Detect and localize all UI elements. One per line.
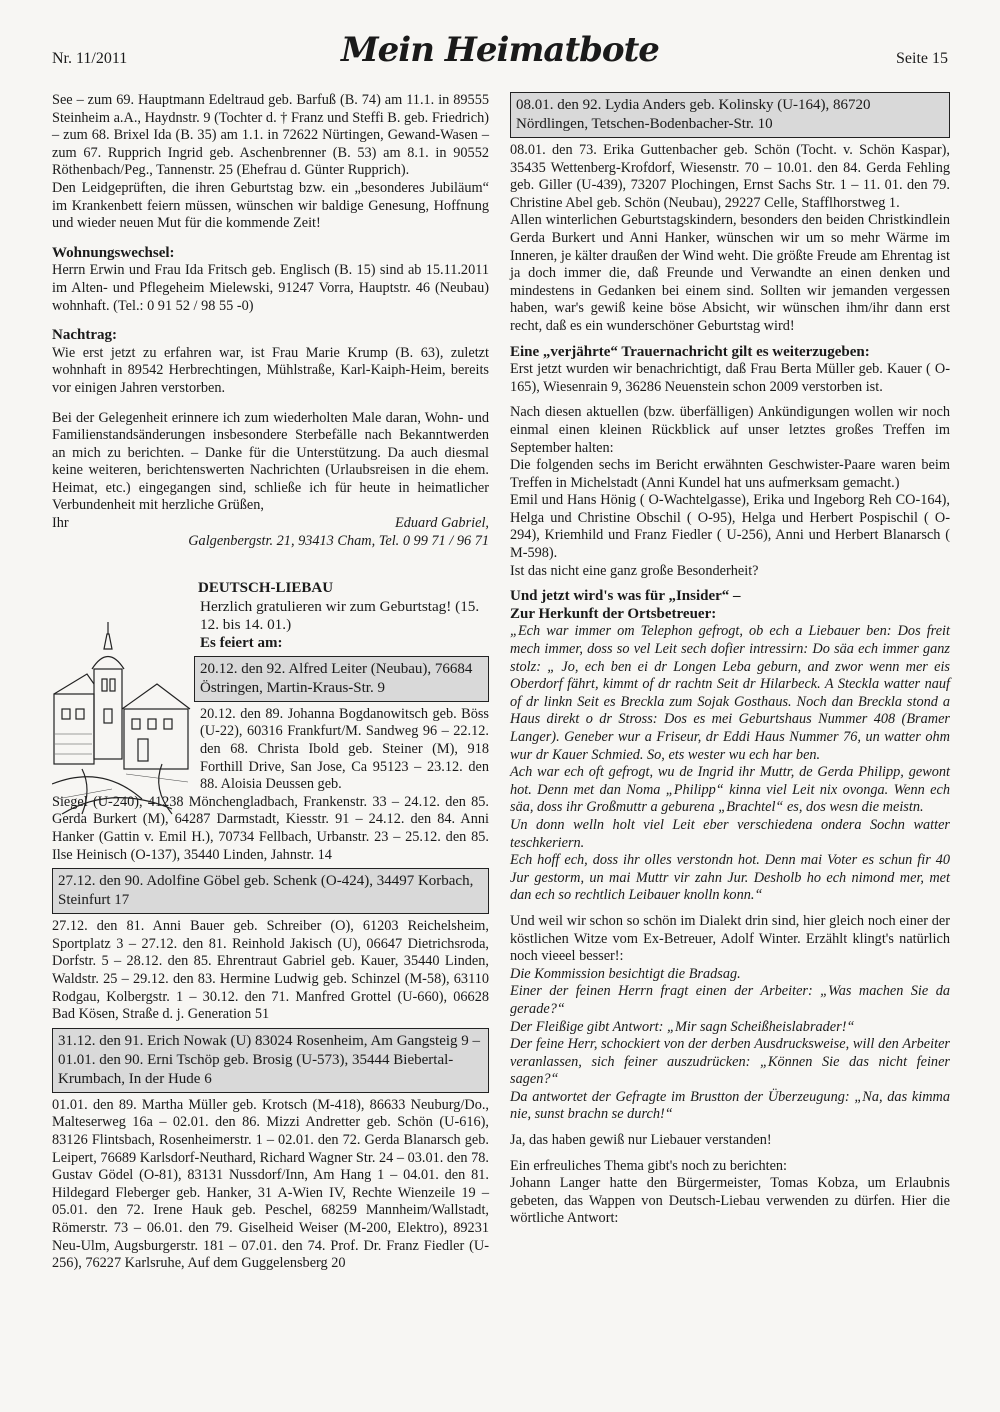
- signature-name: Eduard Gabriel,: [395, 515, 489, 532]
- right-column: [510, 92, 950, 1228]
- church-sketch-image: [52, 614, 192, 824]
- birthday-wishes: Allen winterlichen Geburtstagskindern, besonders den beiden Christkindlein Gerda Burkert und Anni Hanker, wünschen wir um so mehr Wärme im Inneren, je kälter draußen der Wind weht. Die größte Freude am Ehrentag ist ja doch immer die, daß Freunde und Verwandte an einen denken und mindestens in Gedanken bei einem sind. Sollten wir jemanden vergessen haben, war's gewiß keine böse Absicht, wir wünschen ihm/ihr dann erst recht, daß es ein wunderschöner Geburtstag wird!: [510, 212, 950, 334]
- dialect-paragraph: Un donn welln holt viel Leit eber verschiedena ondera Sochn watter teschkeriern.: [510, 816, 950, 851]
- signature: [52, 515, 489, 533]
- highlight-box-adolfine-goebel: 27.12. den 90. Adolfine Göbel geb. Schenk (O-424), 34497 Korbach, Steinfurt 17: [52, 868, 489, 914]
- header-issue: Nr. 11/2011: [52, 50, 128, 67]
- get-well-wishes: Den Leidgeprüften, die ihren Geburtstag bzw. ein „besonderes Jubiläum“ im Krankenbett feiern müssen, wünschen wir baldige Genesung, Hoffnung und wieder neuen Mut für die kommende Zeit!: [52, 179, 489, 232]
- geschwister-paare: Emil und Hans Hönig ( O-Wachtelgasse), Erika und Ingeborg Reh CO-164), Helga und Christine Obschil ( O-95), Helga und Herbert Pospischil ( O-294), Kriemhild und Franz Fiedler ( U-256), Anni und Herbert Blanarsch ( M-598).: [510, 492, 950, 562]
- dl-birthdays-part2: Siegel (U-240), 41238 Mönchengladbach, Frankenstr. 33 – 24.12. den 85. Gerda Burkert (M), 64287 Darmstadt, Kiesstr. 91 – 24.12. den 84. Anni Hanker (Gattin v. Emil H.), 70734 Fellbach, Urbanstr. 23 – 25.12. den 85. Ilse Heinisch (O-137), 35440 Linden, Jahnstr. 14: [52, 793, 489, 863]
- wappen-text: Johann Langer hatte den Bürgermeister, Tomas Kobza, um Erlaubnis gebeten, das Wappen von Deutsch-Liebau verwenden zu dürfen. Hier die wörtliche Antwort:: [510, 1175, 950, 1227]
- trauernachricht-text: Erst jetzt wurden wir benachrichtigt, daß Frau Berta Müller geb. Kauer ( O-165), Wiesenrain 9, 36286 Neuenstein schon 2009 verstorben ist.: [510, 361, 950, 395]
- dl-section: [52, 598, 489, 794]
- heading-wohnungswechsel: Wohnungswechsel:: [52, 244, 175, 261]
- nachtrag-text: Wie erst jetzt zu erfahren war, ist Frau Marie Krump (B. 63), zuletzt wohnhaft in 89542 Herbrechtingen, Mühlstraße, Karl-Kaiph-Heim, bereits vor einigen Jahren verstorben.: [52, 344, 489, 396]
- geschwister-text: Die folgenden sechs im Bericht erwähnten Geschwister-Paare waren beim Treffen in Michelstadt (Anni Kundel hat uns aufmerksam gemacht.): [510, 457, 950, 491]
- joke-line: Die Kommission besichtigt die Bradsag.: [510, 965, 741, 982]
- dl-birthdays-part1: 20.12. den 89. Johanna Bogdanowitsch geb. Böss (U-22), 60316 Frankfurt/M. Sandweg 96 – 22.12. den 68. Christa Ibold geb. Steiner (M), 918 Forthill Drive, San Jose, Ca 95123 – 23.12. den 88. Aloisia Deussen geb.: [200, 705, 489, 793]
- signature-ihr: Ihr: [52, 515, 69, 532]
- heading-insider: Und jetzt wird's was für „Insider“ –: [510, 588, 741, 605]
- birthdays-january: 08.01. den 73. Erika Guttenbacher geb. Schön (Tocht. v. Schön Kaspar), 35435 Wettenberg-Krofdorf, Wiesenstr. 70 – 10.01. den 84. Gerda Fehling geb. Giller (U-439), 73207 Plochingen, Ernst Sachs Str. 1 – 11. 01. den 79. Christine Abel geb. Schön (Neubau), 29227 Celle, Stafflhorstweg 1.: [510, 142, 950, 211]
- dl-es-feiert: Es feiert am:: [200, 634, 283, 651]
- closing-text: Bei der Gelegenheit erinnere ich zum wiederholten Male daran, Wohn- und Familienstandsänderungen insbesondere Sterbefälle nach Bekanntwerden an mich zu berichten. – Danke für die Unterstützung. Da auch diesmal keine weiteren, berichtenswerten Nachrichten (Urlaubsreisen in die ehem. Heimat, etc.) eingegangen sind, schließe ich für heute in heimatlicher Verbundenheit mit herzliche Grüßen,: [52, 409, 489, 514]
- heading-trauernachricht: Eine „verjährte“ Trauernachricht gilt es weiterzugeben:: [510, 343, 870, 360]
- liebauer-comment: Ja, das haben gewiß nur Liebauer verstanden!: [510, 1132, 772, 1149]
- highlight-box-lydia-anders: 08.01. den 92. Lydia Anders geb. Kolinsky (U-164), 86720 Nördlingen, Tetschen-Bodenbacher-Str. 10: [510, 92, 950, 138]
- dialect-paragraph: „Ech war immer om Telephon gefrogt, ob ech a Liebauer ben: Dos freit mech immer, doss so vel Leit sech dofier intressirn: Do säa ech immer ganz stolz: „ Jo, ech ben ei dr Longen Leba geburn, and zwor wenn mer eis Oberdorf fährt, kimmt of dr rachtn Seit dr Hilarbeck. A Steckla watter nauf of dr linkn Seit es Breckla zum Sojak Gosthaus. Noch dan Breckla stond a Haus direkt o dr Stross: Dos es mei Geburtshaus Nummer 408 (Bramer Langer). Geneber wur a Friseur, dr Eddi Haus Nummer 76, un watter ohm wur dr Kauer Schmied. So, ets wester wu ech har ben.: [510, 623, 950, 763]
- highlight-box-erich-nowak: 31.12. den 91. Erich Nowak (U) 83024 Rosenheim, Am Gangsteig 9 – 01.01. den 90. Erni Tschöp geb. Brosig (U-573), 35444 Biebertal-Krumbach, In der Hude 6: [52, 1028, 489, 1093]
- birthday-list-continued: See – zum 69. Hauptmann Edeltraud geb. Barfuß (B. 74) am 11.1. in 89555 Steinheim a.A., Haydnstr. 9 (Tochter d. † Franz und Steffi B. geb. Friedrich) – zum 68. Brixel Ida (B. 35) am 1.1. in 72622 Nürtingen, Gewand-Wasen – zum 67. Rupprich Ingrid geb. Aschenbrenner (B. 53) am 8.1. in 90552 Röthenbach/Peg., Tannenstr. 25 (Ehefrau d. Günter Rupprich).: [52, 92, 489, 179]
- section-title-deutsch-liebau: DEUTSCH-LIEBAU: [198, 580, 334, 597]
- highlight-box-alfred-leiter: 20.12. den 92. Alfred Leiter (Neubau), 76684 Östringen, Martin-Kraus-Str. 9: [194, 656, 489, 702]
- dialect-paragraph: Ach war ech oft gefrogt, wu de Ingrid ihr Muttr, de Gerda Philipp, gewont hot. Denn met dan Noma „Philipp“ kinna viel Leit nix ovonga. Wenn ech säa, doss ihr Großmuttr a geburena „Brachtel“ es, dos wesn die meistn.: [510, 764, 950, 816]
- witz-intro: Und weil wir schon so schön im Dialekt drin sind, hier gleich noch einer der köstlichen Witze vom Ex-Betreuer, Adolf Winter. Erzählt klingt's natürlich noch vieeel besser!:: [510, 912, 950, 965]
- signature-address: Galgenbergstr. 21, 93413 Cham, Tel. 0 99 71 / 96 71: [188, 532, 489, 549]
- rueckblick-text: Nach diesen aktuellen (bzw. überfälligen) Ankündigungen wollen wir noch einmal einen kleinen Rückblick auf unser letztes großes Treffen im September halten:: [510, 404, 950, 456]
- masthead-logo: Mein Heimatbote: [341, 30, 659, 70]
- dl-greeting-block: [200, 598, 489, 652]
- besonderheit-question: Ist das nicht eine ganz große Besonderheit?: [510, 562, 759, 579]
- heading-ortsbetreuer: Zur Herkunft der Ortsbetreuer:: [510, 605, 717, 622]
- heading-nachtrag: Nachtrag:: [52, 327, 117, 344]
- joke-line: Einer der feinen Herrn fragt einen der Arbeiter: „Was machen Sie da gerade?“: [510, 983, 950, 1017]
- header-page-number: Seite 15: [896, 50, 948, 67]
- joke-line: Der feine Herr, schockiert von der derben Ausdrucksweise, will den Arbeiter veranlassen, sich feiner auszudrücken: „Können Sie das nicht feiner sagen?“: [510, 1036, 950, 1088]
- wohnungswechsel-text: Herrn Erwin und Frau Ida Fritsch geb. Englisch (B. 15) sind ab 15.11.2011 im Alten- und Pflegeheim Mielewski, 91247 Vorra, Hauptstr. 46 (Neubau) wohnhaft. (Tel.: 0 91 52 / 98 55 -0): [52, 262, 489, 314]
- dl-greeting: Herzlich gratulieren wir zum Geburtstag! (15. 12. bis 14. 01.): [200, 597, 480, 633]
- erfreuliches-thema: Ein erfreuliches Thema gibt's noch zu berichten:: [510, 1157, 788, 1174]
- joke-line: Der Fleißige gibt Antwort: „Mir sagn Scheißheislabrader!“: [510, 1018, 855, 1035]
- dl-birthdays-part3: 27.12. den 81. Anni Bauer geb. Schreiber (O), 61203 Reichelsheim, Sportplatz 3 – 27.12. den 81. Reinhold Jakisch (U), 06647 Dietrichsroda, Dorfstr. 5 – 28.12. den 85. Ehrentraut Gabriel geb. Kauer, 35440 Linden, Waldstr. 25 – 29.12. den 83. Hermine Ludwig geb. Schinzel (M-58), 63110 Rodgau, Kolbergstr. 1 – 30.12. den 71. Manfred Grottel (U-660), 06628 Bad Kösen, Straße d. j. Generation 51: [52, 918, 489, 1023]
- left-column: [52, 92, 489, 1273]
- dialect-paragraph: Ech hoff ech, doss ihr olles verstondn hot. Denn mai Voter es schun fir 40 Jur gestorm, un mai Muttr vir zahn Jur. Desholb ho ech nimond mer, met dan ech so rechtlich Leibauer knolln konn.“: [510, 852, 950, 904]
- dl-birthdays-part4: 01.01. den 89. Martha Müller geb. Krotsch (M-418), 86633 Neuburg/Do., Malteserweg 16a – 02.01. den 86. Mizzi Andretter geb. Schön (U-616), 83126 Flintsbach, Rosenheimerstr. 1 – 02.01. den 72. Gerda Blanarsch geb. Leipert, 76689 Karlsdorf-Neuthard, Richard Wagner Str. 24 – 03.01. den 78. Gustav Gödel (O-81), 83131 Nussdorf/Inn, Am Hang 1 – 04.01. den 81. Hildegard Fleberger geb. Hanker, 31 A-Wien IV, Rechte Wienzeile 19 – 05.01. den 72. Irene Hauk geb. Peschel, 68259 Mannheim/Wallstadt, Römerstr. 73 – 06.01. den 79. Giselheid Weiser (M-200, Elektro), 89231 Neu-Ulm, Augsburgerstr. 181 – 07.01. den 74. Prof. Dr. Franz Fiedler (U-256), 76227 Karlsruhe, Auf dem Guggelensberg 20: [52, 1096, 489, 1272]
- joke-line: Da antwortet der Gefragte im Brustton der Überzeugung: „Na, das kimma nie, sunst brachn se durch!“: [510, 1088, 950, 1123]
